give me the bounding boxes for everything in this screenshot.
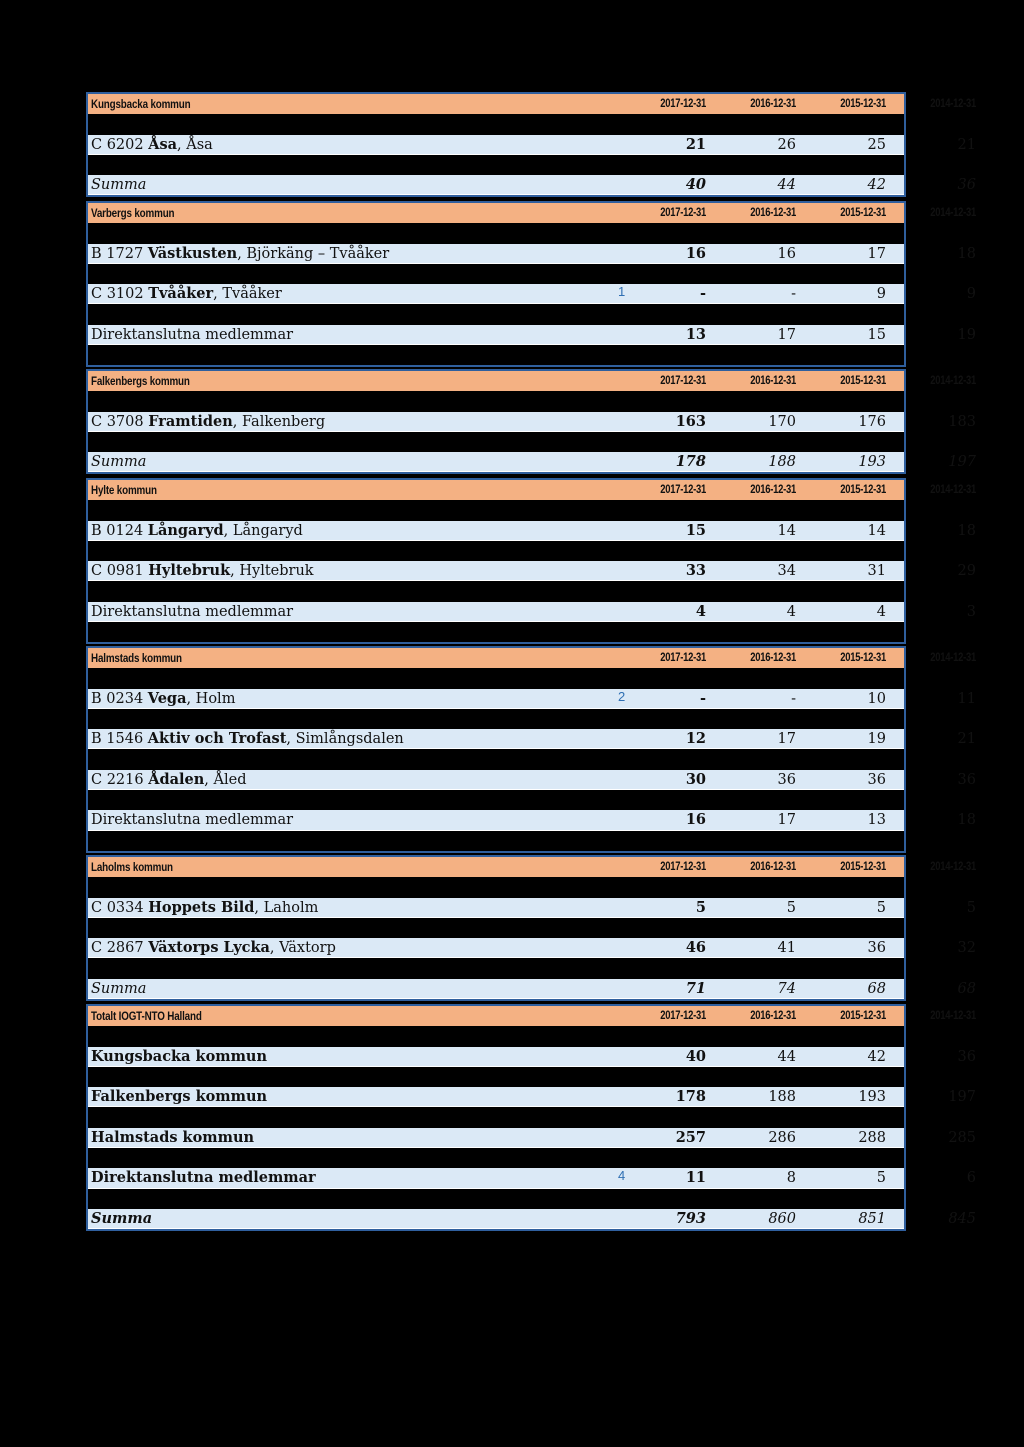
value-cell: 44 xyxy=(777,177,796,194)
column-header: 2017-12-31 xyxy=(660,484,706,496)
table-hylte xyxy=(86,478,976,644)
column-header: 2017-12-31 xyxy=(660,652,706,664)
row-label: Summa xyxy=(91,980,147,997)
value-cell: 21 xyxy=(957,136,976,153)
value-cell: 17 xyxy=(777,326,796,343)
column-header: 2014-12-31 xyxy=(930,98,976,110)
table-row xyxy=(88,622,904,642)
column-header: 2014-12-31 xyxy=(930,652,976,664)
table-header xyxy=(88,1006,976,1026)
column-header: 2017-12-31 xyxy=(660,861,706,873)
row-label: Kungsbacka kommun xyxy=(91,1047,268,1065)
column-header: 2016-12-31 xyxy=(750,861,796,873)
value-cell: 68 xyxy=(867,980,886,997)
value-cell: 42 xyxy=(867,1048,886,1065)
column-header: 2014-12-31 xyxy=(930,375,976,387)
table-row xyxy=(88,709,904,729)
value-cell: 285 xyxy=(948,1129,976,1146)
value-cell: 170 xyxy=(768,413,796,430)
value-cell: 845 xyxy=(948,1210,976,1227)
value-cell: 36 xyxy=(867,771,886,788)
value-cell: 14 xyxy=(777,522,796,539)
table-title: Totalt IOGT-NTO Halland xyxy=(91,1009,202,1023)
table-header xyxy=(88,480,976,500)
value-cell: 11 xyxy=(685,1169,706,1187)
value-cell: 6 xyxy=(966,1170,976,1187)
value-cell: 5 xyxy=(966,899,976,916)
value-cell: 74 xyxy=(777,980,796,997)
footnote-marker: 4 xyxy=(618,1168,626,1184)
value-cell: 11 xyxy=(957,690,976,707)
value-cell: 13 xyxy=(685,325,706,343)
row-label: Direktanslutna medlemmar xyxy=(91,603,294,620)
table-row xyxy=(88,1128,976,1148)
row-label: Summa xyxy=(91,177,147,194)
table-kungsbacka xyxy=(86,92,976,197)
table-row xyxy=(88,898,976,918)
table-row xyxy=(88,1148,904,1168)
table-header xyxy=(88,371,976,391)
value-cell: 34 xyxy=(777,563,796,580)
table-row xyxy=(88,749,904,769)
table-title: Hylte kommun xyxy=(91,483,157,497)
table-row xyxy=(88,729,976,749)
table-row xyxy=(88,1107,904,1127)
row-label: C 0334 Hoppets Bild, Laholm xyxy=(91,898,319,916)
table-title: Kungsbacka kommun xyxy=(91,97,191,111)
value-cell: 40 xyxy=(685,1047,706,1065)
table-row xyxy=(88,602,976,622)
column-header: 2015-12-31 xyxy=(840,375,886,387)
value-cell: 13 xyxy=(867,812,886,829)
value-cell: 44 xyxy=(777,1048,796,1065)
column-header: 2015-12-31 xyxy=(840,1010,886,1022)
column-header: 2016-12-31 xyxy=(750,652,796,664)
value-cell: 21 xyxy=(685,135,706,153)
value-cell: 9 xyxy=(876,286,886,303)
row-label: Falkenbergs kommun xyxy=(91,1088,268,1106)
table-row xyxy=(88,1189,904,1209)
column-header: 2017-12-31 xyxy=(660,1010,706,1022)
table-row xyxy=(88,958,904,978)
table-falkenberg xyxy=(86,369,976,474)
value-cell: 29 xyxy=(957,563,976,580)
value-cell: 18 xyxy=(957,245,976,262)
table-row xyxy=(88,223,904,243)
value-cell: 36 xyxy=(957,1048,976,1065)
row-label: Direktanslutna medlemmar xyxy=(91,812,294,829)
value-cell: 3 xyxy=(966,603,976,620)
value-cell: 18 xyxy=(957,522,976,539)
column-header: 2016-12-31 xyxy=(750,1010,796,1022)
column-header: 2014-12-31 xyxy=(930,861,976,873)
table-header xyxy=(88,648,976,668)
table-row xyxy=(88,979,976,999)
table-row xyxy=(88,1168,976,1188)
value-cell: 40 xyxy=(685,176,706,194)
table-row xyxy=(88,810,976,830)
value-cell: 10 xyxy=(867,690,886,707)
table-row xyxy=(88,135,976,155)
value-cell: 71 xyxy=(685,979,706,997)
value-cell: 19 xyxy=(867,731,886,748)
table-row xyxy=(88,770,976,790)
value-cell: 15 xyxy=(867,326,886,343)
column-header: 2015-12-31 xyxy=(840,207,886,219)
value-cell: 178 xyxy=(675,1088,706,1106)
column-header: 2015-12-31 xyxy=(840,484,886,496)
value-cell: 17 xyxy=(777,731,796,748)
table-row xyxy=(88,521,976,541)
column-header: 2014-12-31 xyxy=(930,207,976,219)
value-cell: - xyxy=(791,690,796,707)
value-cell: 17 xyxy=(867,245,886,262)
row-label: Halmstads kommun xyxy=(91,1128,255,1146)
table-row xyxy=(88,688,976,709)
value-cell: 851 xyxy=(858,1210,886,1227)
table-row xyxy=(88,345,904,365)
value-cell: 33 xyxy=(685,562,706,580)
value-cell: 860 xyxy=(768,1210,796,1227)
table-header xyxy=(88,203,976,223)
column-header: 2016-12-31 xyxy=(750,375,796,387)
row-label: B 1546 Aktiv och Trofast, Simlångsdalen xyxy=(91,730,404,748)
value-cell: 19 xyxy=(957,326,976,343)
value-cell: 36 xyxy=(867,940,886,957)
table-row xyxy=(88,412,976,432)
column-header: 2016-12-31 xyxy=(750,484,796,496)
value-cell: 286 xyxy=(768,1129,796,1146)
value-cell: 21 xyxy=(957,731,976,748)
value-cell: 793 xyxy=(675,1209,706,1227)
value-cell: 176 xyxy=(858,413,886,430)
row-label: B 0234 Vega, Holm xyxy=(91,689,236,707)
column-header: 2015-12-31 xyxy=(840,861,886,873)
row-label: C 3708 Framtiden, Falkenberg xyxy=(91,412,326,430)
table-total xyxy=(86,1004,976,1231)
table-row xyxy=(88,452,976,472)
table-row xyxy=(88,264,904,284)
value-cell: 193 xyxy=(858,454,886,471)
table-row xyxy=(88,1047,976,1067)
table-row xyxy=(88,1087,976,1107)
table-title: Laholms kommun xyxy=(91,860,173,874)
value-cell: 197 xyxy=(948,1089,976,1106)
row-label: B 1727 Västkusten, Björkäng – Tvååker xyxy=(91,244,390,262)
value-cell: 193 xyxy=(858,1089,886,1106)
table-title: Halmstads kommun xyxy=(91,651,182,665)
value-cell: 9 xyxy=(966,286,976,303)
table-header xyxy=(88,857,976,877)
table-row xyxy=(88,114,904,134)
column-header: 2014-12-31 xyxy=(930,484,976,496)
value-cell: 5 xyxy=(786,899,796,916)
table-row xyxy=(88,561,976,581)
table-row xyxy=(88,500,904,520)
value-cell: 288 xyxy=(858,1129,886,1146)
row-label: Summa xyxy=(91,1209,153,1227)
column-header: 2017-12-31 xyxy=(660,207,706,219)
table-row xyxy=(88,790,904,810)
row-label: B 0124 Långaryd, Långaryd xyxy=(91,521,303,539)
value-cell: 16 xyxy=(777,245,796,262)
row-label: Direktanslutna medlemmar xyxy=(91,326,294,343)
value-cell: 178 xyxy=(675,453,706,471)
value-cell: 183 xyxy=(948,413,976,430)
value-cell: 25 xyxy=(867,136,886,153)
table-row xyxy=(88,938,976,958)
table-row xyxy=(88,304,904,324)
value-cell: 30 xyxy=(685,770,706,788)
value-cell: 197 xyxy=(948,454,976,471)
value-cell: 46 xyxy=(685,939,706,957)
row-label: C 6202 Åsa, Åsa xyxy=(91,135,213,153)
row-label: C 3102 Tvååker, Tvååker xyxy=(91,285,282,303)
table-row xyxy=(88,918,904,938)
value-cell: 4 xyxy=(786,603,796,620)
value-cell: 36 xyxy=(777,771,796,788)
table-row xyxy=(88,325,976,345)
footnote-marker: 2 xyxy=(618,688,626,704)
value-cell: 188 xyxy=(768,454,796,471)
value-cell: 15 xyxy=(685,521,706,539)
value-cell: 17 xyxy=(777,812,796,829)
value-cell: 5 xyxy=(876,899,886,916)
value-cell: 4 xyxy=(876,603,886,620)
value-cell: 42 xyxy=(867,177,886,194)
table-row xyxy=(88,877,904,897)
table-row xyxy=(88,175,976,195)
table-row xyxy=(88,391,904,411)
table-row xyxy=(88,668,904,688)
table-row xyxy=(88,541,904,561)
column-header: 2014-12-31 xyxy=(930,1010,976,1022)
value-cell: 257 xyxy=(675,1128,706,1146)
table-row xyxy=(88,1067,904,1087)
value-cell: 16 xyxy=(685,244,706,262)
value-cell: - xyxy=(791,286,796,303)
column-header: 2015-12-31 xyxy=(840,652,886,664)
value-cell: 36 xyxy=(957,177,976,194)
table-row xyxy=(88,1209,976,1229)
value-cell: - xyxy=(699,689,706,707)
value-cell: 5 xyxy=(876,1170,886,1187)
value-cell: 5 xyxy=(695,898,706,916)
value-cell: 26 xyxy=(777,136,796,153)
value-cell: 36 xyxy=(957,771,976,788)
table-row xyxy=(88,284,976,304)
value-cell: 163 xyxy=(675,412,706,430)
row-label: Summa xyxy=(91,454,147,471)
row-label: C 0981 Hyltebruk, Hyltebruk xyxy=(91,562,314,580)
value-cell: 4 xyxy=(695,602,706,620)
table-row xyxy=(88,432,904,452)
table-varberg xyxy=(86,201,976,367)
row-label: C 2216 Ådalen, Åled xyxy=(91,770,247,788)
value-cell: 8 xyxy=(786,1170,796,1187)
table-header xyxy=(88,94,976,114)
value-cell: 41 xyxy=(777,940,796,957)
value-cell: 14 xyxy=(867,522,886,539)
value-cell: 32 xyxy=(957,940,976,957)
column-header: 2017-12-31 xyxy=(660,375,706,387)
table-title: Varbergs kommun xyxy=(91,206,175,220)
value-cell: 68 xyxy=(957,980,976,997)
table-row xyxy=(88,155,904,175)
table-row xyxy=(88,244,976,264)
table-row xyxy=(88,1026,904,1046)
value-cell: 18 xyxy=(957,812,976,829)
table-title: Falkenbergs kommun xyxy=(91,374,190,388)
table-row xyxy=(88,831,904,851)
column-header: 2016-12-31 xyxy=(750,207,796,219)
value-cell: 31 xyxy=(867,563,886,580)
footnote-marker: 1 xyxy=(618,284,626,300)
row-label: C 2867 Växtorps Lycka, Växtorp xyxy=(91,939,336,957)
table-laholm xyxy=(86,855,976,1001)
value-cell: 12 xyxy=(685,730,706,748)
column-header: 2016-12-31 xyxy=(750,98,796,110)
value-cell: 188 xyxy=(768,1089,796,1106)
column-header: 2017-12-31 xyxy=(660,98,706,110)
table-halmstad xyxy=(86,646,976,853)
value-cell: 16 xyxy=(685,811,706,829)
row-label: Direktanslutna medlemmar xyxy=(91,1169,316,1187)
table-row xyxy=(88,581,904,601)
column-header: 2015-12-31 xyxy=(840,98,886,110)
value-cell: - xyxy=(699,285,706,303)
